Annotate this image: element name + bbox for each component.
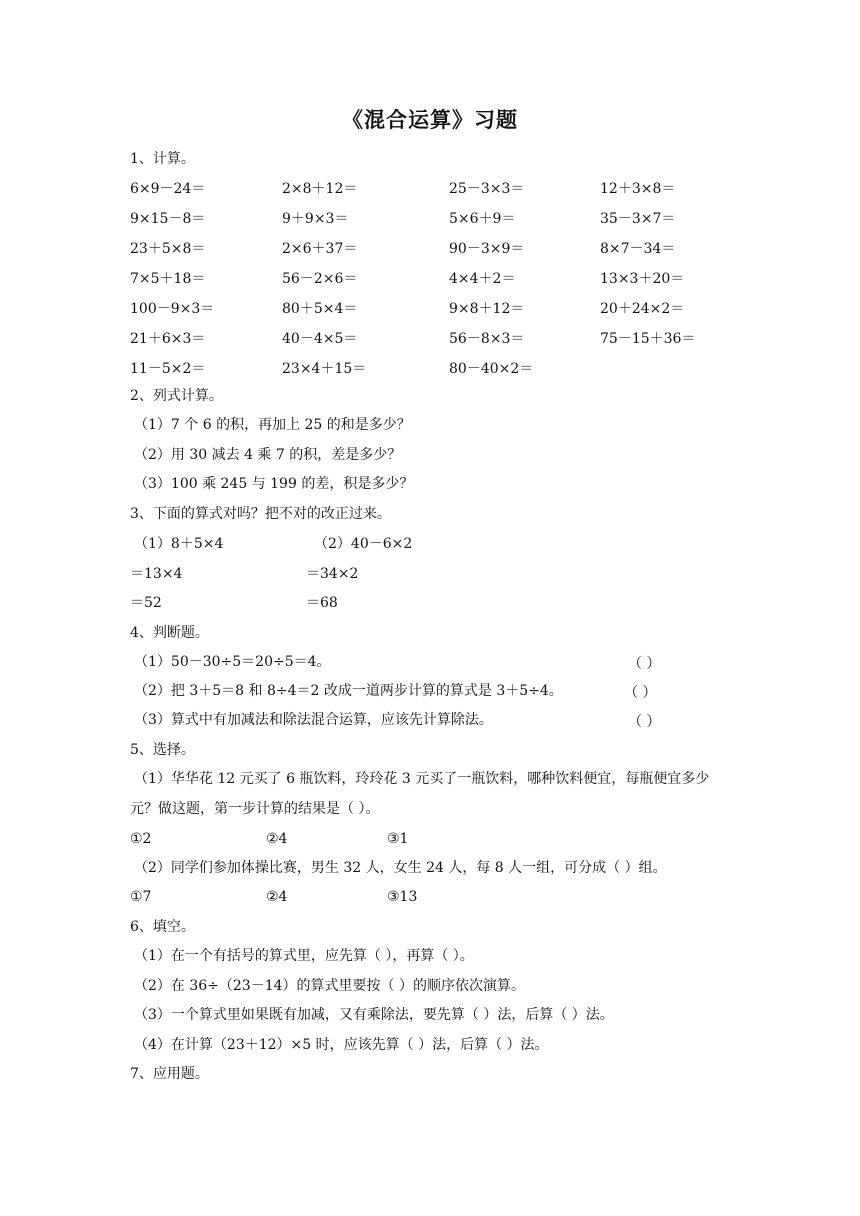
calc-expression: 21＋6×3＝ — [130, 331, 206, 347]
calc-expression: 80＋5×4＝ — [282, 301, 358, 317]
fill-blank-item: （1）在一个有括号的算式里，应先算（ ），再算（ ）。 — [134, 948, 474, 964]
choice-option[interactable]: ③1 — [387, 831, 409, 847]
answer-blank[interactable]: （ ） — [624, 685, 657, 701]
calc-expression: 75－15＋36＝ — [600, 331, 696, 347]
working-left-line: （1）8＋5×4 — [134, 536, 224, 552]
calc-expression: 25－3×3＝ — [449, 181, 525, 197]
section-4-heading: 4、判断题。 — [130, 625, 209, 641]
calc-expression: 12＋3×8＝ — [600, 181, 676, 197]
calc-expression: 2×8＋12＝ — [282, 181, 358, 197]
calc-expression: 8×7－34＝ — [600, 241, 676, 257]
judgement-item: （3）算式中有加减法和除法混合运算，应该先计算除法。 — [134, 712, 493, 728]
answer-blank[interactable]: （ ） — [628, 714, 661, 730]
calc-expression: 7×5＋18＝ — [130, 271, 206, 287]
section-7-heading: 7、应用题。 — [130, 1066, 209, 1082]
section-2-heading: 2、列式计算。 — [130, 388, 223, 404]
calc-expression: 9×8＋12＝ — [449, 301, 525, 317]
choice-option[interactable]: ①2 — [130, 831, 152, 847]
calc-expression: 4×4＋2＝ — [449, 271, 516, 287]
fill-blank-item: （4）在计算（23＋12）×5 时，应该先算（ ）法，后算（ ）法。 — [134, 1037, 549, 1053]
answer-blank[interactable]: （ ） — [628, 656, 661, 672]
section-6-heading: 6、填空。 — [130, 919, 195, 935]
calc-expression: 11－5×2＝ — [130, 361, 206, 377]
choice-question: （1）华华花 12 元买了 6 瓶饮料，玲玲花 3 元买了一瓶饮料，哪种饮料便宜，每瓶便宜多少 — [134, 771, 710, 787]
fill-blank-item: （2）在 36÷（23－14）的算式里要按（ ）的顺序依次演算。 — [134, 978, 525, 994]
calc-expression: 23＋5×8＝ — [130, 241, 206, 257]
calc-expression: 80－40×2＝ — [449, 361, 534, 377]
calc-expression: 9＋9×3＝ — [282, 211, 349, 227]
fill-blank-item: （3）一个算式里如果既有加减，又有乘除法，要先算（ ）法，后算（ ）法。 — [134, 1007, 614, 1023]
calc-expression: 100－9×3＝ — [130, 301, 215, 317]
calc-expression: 90－3×9＝ — [449, 241, 525, 257]
calc-expression: 56－8×3＝ — [449, 331, 525, 347]
section-5-heading: 5、选择。 — [130, 742, 195, 758]
calc-expression: 40－4×5＝ — [282, 331, 358, 347]
page-title: 《混合运算》习题 — [342, 108, 518, 132]
choice-option[interactable]: ③13 — [387, 889, 418, 905]
working-left-line: ＝13×4 — [130, 566, 183, 582]
section-1-heading: 1、计算。 — [130, 151, 195, 167]
choice-question: （2）同学们参加体操比赛，男生 32 人，女生 24 人，每 8 人一组，可分成（ ）组。 — [134, 860, 667, 876]
section-3-heading: 3、下面的算式对吗？把不对的改正过来。 — [130, 506, 391, 522]
calc-expression: 13×3＋20＝ — [600, 271, 685, 287]
question-item: （1）7 个 6 的积，再加上 25 的和是多少？ — [134, 417, 411, 433]
working-left-line: ＝52 — [130, 595, 162, 611]
working-right-line: （2）40－6×2 — [314, 536, 413, 552]
calc-expression: 23×4＋15＝ — [282, 361, 367, 377]
working-right-line: ＝68 — [306, 595, 338, 611]
calc-expression: 6×9－24＝ — [130, 181, 206, 197]
calc-expression: 9×15－8＝ — [130, 211, 206, 227]
question-item: （2）用 30 减去 4 乘 7 的积，差是多少？ — [134, 447, 402, 463]
calc-expression: 20＋24×2＝ — [600, 301, 685, 317]
question-item: （3）100 乘 245 与 199 的差，积是多少？ — [134, 476, 414, 492]
calc-expression: 2×6＋37＝ — [282, 241, 358, 257]
choice-question-continued: 元？做这题，第一步计算的结果是（ ）。 — [130, 801, 380, 817]
judgement-item: （2）把 3＋5＝8 和 8÷4＝2 改成一道两步计算的算式是 3＋5÷4。 — [134, 683, 563, 699]
calc-expression: 35－3×7＝ — [600, 211, 676, 227]
choice-option[interactable]: ①7 — [130, 889, 152, 905]
working-right-line: ＝34×2 — [306, 566, 359, 582]
choice-option[interactable]: ②4 — [266, 889, 288, 905]
calc-expression: 5×6＋9＝ — [449, 211, 516, 227]
calc-expression: 56－2×6＝ — [282, 271, 358, 287]
choice-option[interactable]: ②4 — [266, 831, 288, 847]
judgement-item: （1）50－30÷5＝20÷5＝4。 — [134, 654, 331, 670]
